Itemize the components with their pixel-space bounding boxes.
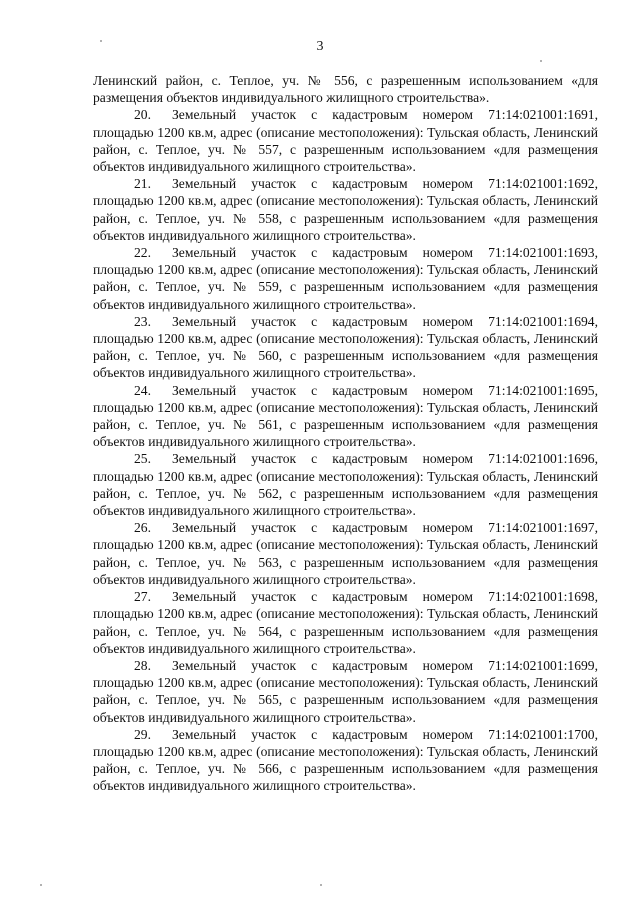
item-number: 27. [134,589,151,605]
list-item [93,519,598,588]
list-item [93,313,598,382]
item-number: 24. [134,382,151,398]
list-item [93,244,598,313]
item-text: Земельный участок с кадастровым номером 71:14:021001:1698, площадью 1200 кв.м, адрес (описание местоположения): Тульская область, Ленинский район, с. Теплое, уч. № 564, с разрешенным использованием «для размещения объектов индивидуального жилищного строительства». [93,589,598,656]
item-number: 23. [134,313,151,329]
scan-speck [540,60,542,62]
item-number: 29. [134,726,151,742]
item-text: Земельный участок с кадастровым номером 71:14:021001:1697, площадью 1200 кв.м, адрес (описание местоположения): Тульская область, Ленинский район, с. Теплое, уч. № 563, с разрешенным использованием «для размещения объектов индивидуального жилищного строительства». [93,520,598,587]
list-item [93,450,598,519]
list-item [93,588,598,657]
item-text: Земельный участок с кадастровым номером 71:14:021001:1696, площадью 1200 кв.м, адрес (описание местоположения): Тульская область, Ленинский район, с. Теплое, уч. № 562, с разрешенным использованием «для размещения объектов индивидуального жилищного строительства». [93,451,598,519]
list-item [93,175,598,244]
item-text: Земельный участок с кадастровым номером 71:14:021001:1700, площадью 1200 кв.м, адрес (описание местоположения): Тульская область, Ленинский район, с. Теплое, уч. № 566, с разрешенным использованием «для размещения объектов индивидуального жилищного строительства». [93,726,598,794]
scan-speck [40,884,42,886]
continuation-paragraph: Ленинский район, с. Теплое, уч. № 556, с разрешенным использованием «для размещения объектов индивидуального жилищного строительства». [93,73,598,106]
page-number: 3 [316,39,324,54]
item-text: Земельный участок с кадастровым номером 71:14:021001:1694, площадью 1200 кв.м, адрес (описание местоположения): Тульская область, Ленинский район, с. Теплое, уч. № 560, с разрешенным использованием «для размещения объектов индивидуального жилищного строительства». [93,313,598,381]
document-body [93,72,598,795]
list-item [93,657,598,726]
list-item [93,106,598,175]
item-text: Земельный участок с кадастровым номером 71:14:021001:1695, площадью 1200 кв.м, адрес (описание местоположения): Тульская область, Ленинский район, с. Теплое, уч. № 561, с разрешенным использованием «для размещения объектов индивидуального жилищного строительства». [93,382,598,450]
scan-speck [320,884,322,886]
item-text: Земельный участок с кадастровым номером 71:14:021001:1693, площадью 1200 кв.м, адрес (описание местоположения): Тульская область, Ленинский район, с. Теплое, уч. № 559, с разрешенным использованием «для размещения объектов индивидуального жилищного строительства». [93,245,598,312]
item-text: Земельный участок с кадастровым номером 71:14:021001:1692, площадью 1200 кв.м, адрес (описание местоположения): Тульская область, Ленинский район, с. Теплое, уч. № 558, с разрешенным использованием «для размещения объектов индивидуального жилищного строительства». [93,176,598,243]
item-text: Земельный участок с кадастровым номером 71:14:021001:1691, площадью 1200 кв.м, адрес (описание местоположения): Тульская область, Ленинский район, с. Теплое, уч. № 557, с разрешенным использованием «для размещения объектов индивидуального жилищного строительства». [93,107,598,175]
item-number: 28. [134,657,151,673]
item-number: 25. [134,451,151,467]
item-number: 26. [134,520,151,536]
item-number: 22. [134,245,151,261]
item-number: 20. [134,107,151,123]
item-text: Земельный участок с кадастровым номером 71:14:021001:1699, площадью 1200 кв.м, адрес (описание местоположения): Тульская область, Ленинский район, с. Теплое, уч. № 565, с разрешенным использованием «для размещения объектов индивидуального жилищного строительства». [93,657,598,725]
item-number: 21. [134,176,151,192]
list-item [93,726,598,795]
scan-speck [100,40,102,42]
list-item [93,382,598,451]
